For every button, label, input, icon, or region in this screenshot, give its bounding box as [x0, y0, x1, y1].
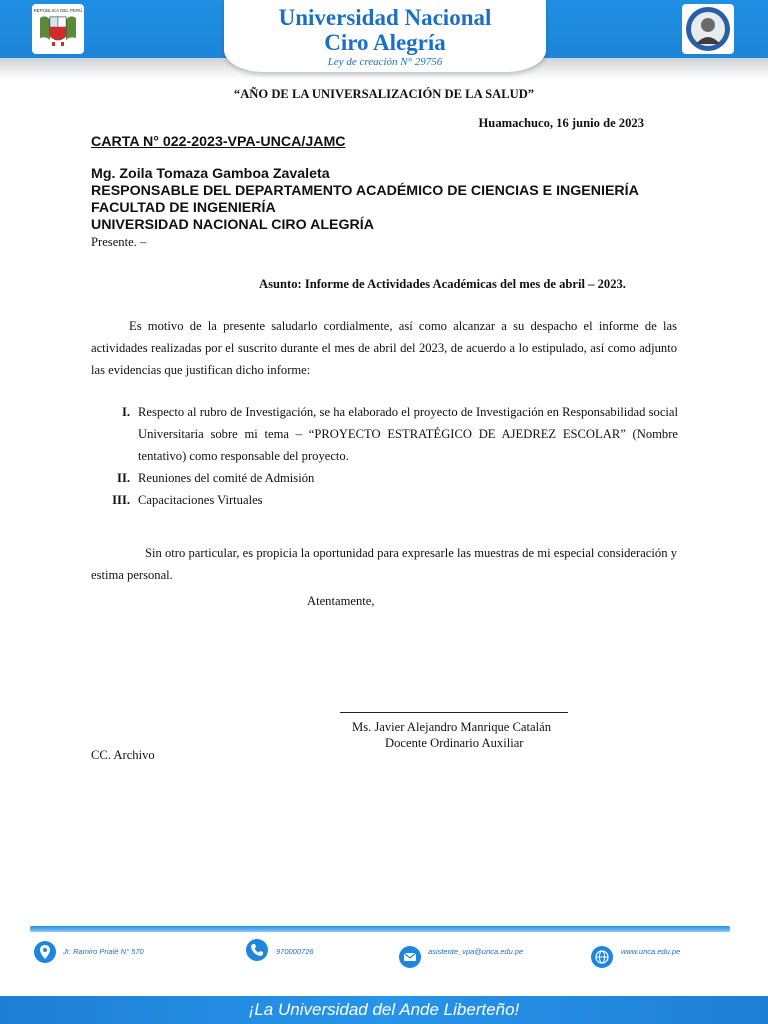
- footer-website: www.unca.edu.pe: [621, 947, 681, 956]
- recipient-institution: UNIVERSIDAD NACIONAL CIRO ALEGRÍA: [91, 217, 374, 233]
- university-name-banner: [224, 0, 546, 72]
- farewell: Atentamente,: [307, 594, 375, 608]
- list-item-number: II.: [117, 471, 130, 485]
- list-item: [80, 489, 680, 511]
- activities-list: [80, 401, 680, 511]
- footer-divider: [30, 926, 730, 932]
- footer-email: asistente_vpa@unca.edu.pe: [428, 947, 524, 956]
- greeting: Presente. –: [91, 235, 147, 249]
- footer-address: Jr. Ramiro Prialé N° 570: [63, 947, 144, 956]
- signer-role: Docente Ordinario Auxiliar: [385, 736, 524, 750]
- list-item-text: Respecto al rubro de Investigación, se ha elaborado el proyecto de Investigación en Responsabilidad social Universitaria sobre mi tema – “PROYECTO ESTRATÉGICO DE AJEDREZ ESCOLAR” (Nombre tentativo) como responsable del proyecto.: [138, 405, 678, 463]
- letter-number: CARTA N° 022-2023-VPA-UNCA/JAMC: [91, 134, 346, 150]
- letter-date: Huamachuco, 16 junio de 2023: [478, 116, 644, 130]
- footer-phone: 970000726: [276, 947, 314, 956]
- closing-paragraph: Sin otro particular, es propicia la oportunidad para expresarle las muestras de mi especial consideración y estima personal.: [91, 546, 677, 582]
- globe-icon: [591, 946, 613, 968]
- peru-coat-of-arms-logo: [32, 4, 84, 54]
- signature-line: [340, 712, 568, 713]
- year-motto: “AÑO DE LA UNIVERSALIZACIÓN DE LA SALUD”: [233, 87, 535, 101]
- university-motto: ¡La Universidad del Ande Liberteño!: [248, 1000, 520, 1019]
- university-name-line2: Ciro Alegría: [324, 30, 446, 55]
- portrait-seal-icon: [685, 6, 731, 52]
- signer-name: Ms. Javier Alejandro Manrique Catalán: [352, 720, 551, 734]
- letterhead: [0, 0, 768, 80]
- phone-icon: [246, 939, 268, 961]
- location-pin-icon: [34, 941, 56, 963]
- creation-law: Ley de creación N° 29756: [327, 56, 443, 68]
- carbon-copy: CC. Archivo: [91, 748, 155, 762]
- recipient-faculty: FACULTAD DE INGENIERÍA: [91, 200, 276, 216]
- list-item: [80, 467, 680, 489]
- recipient-position: RESPONSABLE DEL DEPARTAMENTO ACADÉMICO DE CIENCIAS E INGENIERÍA: [91, 183, 639, 199]
- coat-of-arms-caption: REPÚBLICA DEL PERÚ: [33, 8, 83, 13]
- list-item-text: Capacitaciones Virtuales: [138, 493, 263, 507]
- university-name-line1: Universidad Nacional: [278, 5, 492, 30]
- university-seal-logo: [682, 4, 734, 54]
- list-item-number: III.: [112, 493, 130, 507]
- coat-of-arms-icon: [32, 4, 84, 54]
- list-item-text: Reuniones del comité de Admisión: [138, 471, 315, 485]
- intro-paragraph: Es motivo de la presente saludarlo cordialmente, así como alcanzar a su despacho el informe de las actividades realizadas por el suscrito durante el mes de abril del 2023, de acuerdo a lo estipulado, así como adjunto las evidencias que justifican dicho informe:: [91, 319, 677, 377]
- recipient-name: Mg. Zoila Tomaza Gamboa Zavaleta: [91, 166, 330, 182]
- letter-subject: Asunto: Informe de Actividades Académicas del mes de abril – 2023.: [259, 277, 626, 291]
- envelope-icon: [399, 946, 421, 968]
- list-item: [80, 401, 680, 467]
- motto-band: [0, 996, 768, 1024]
- list-item-number: I.: [121, 405, 130, 419]
